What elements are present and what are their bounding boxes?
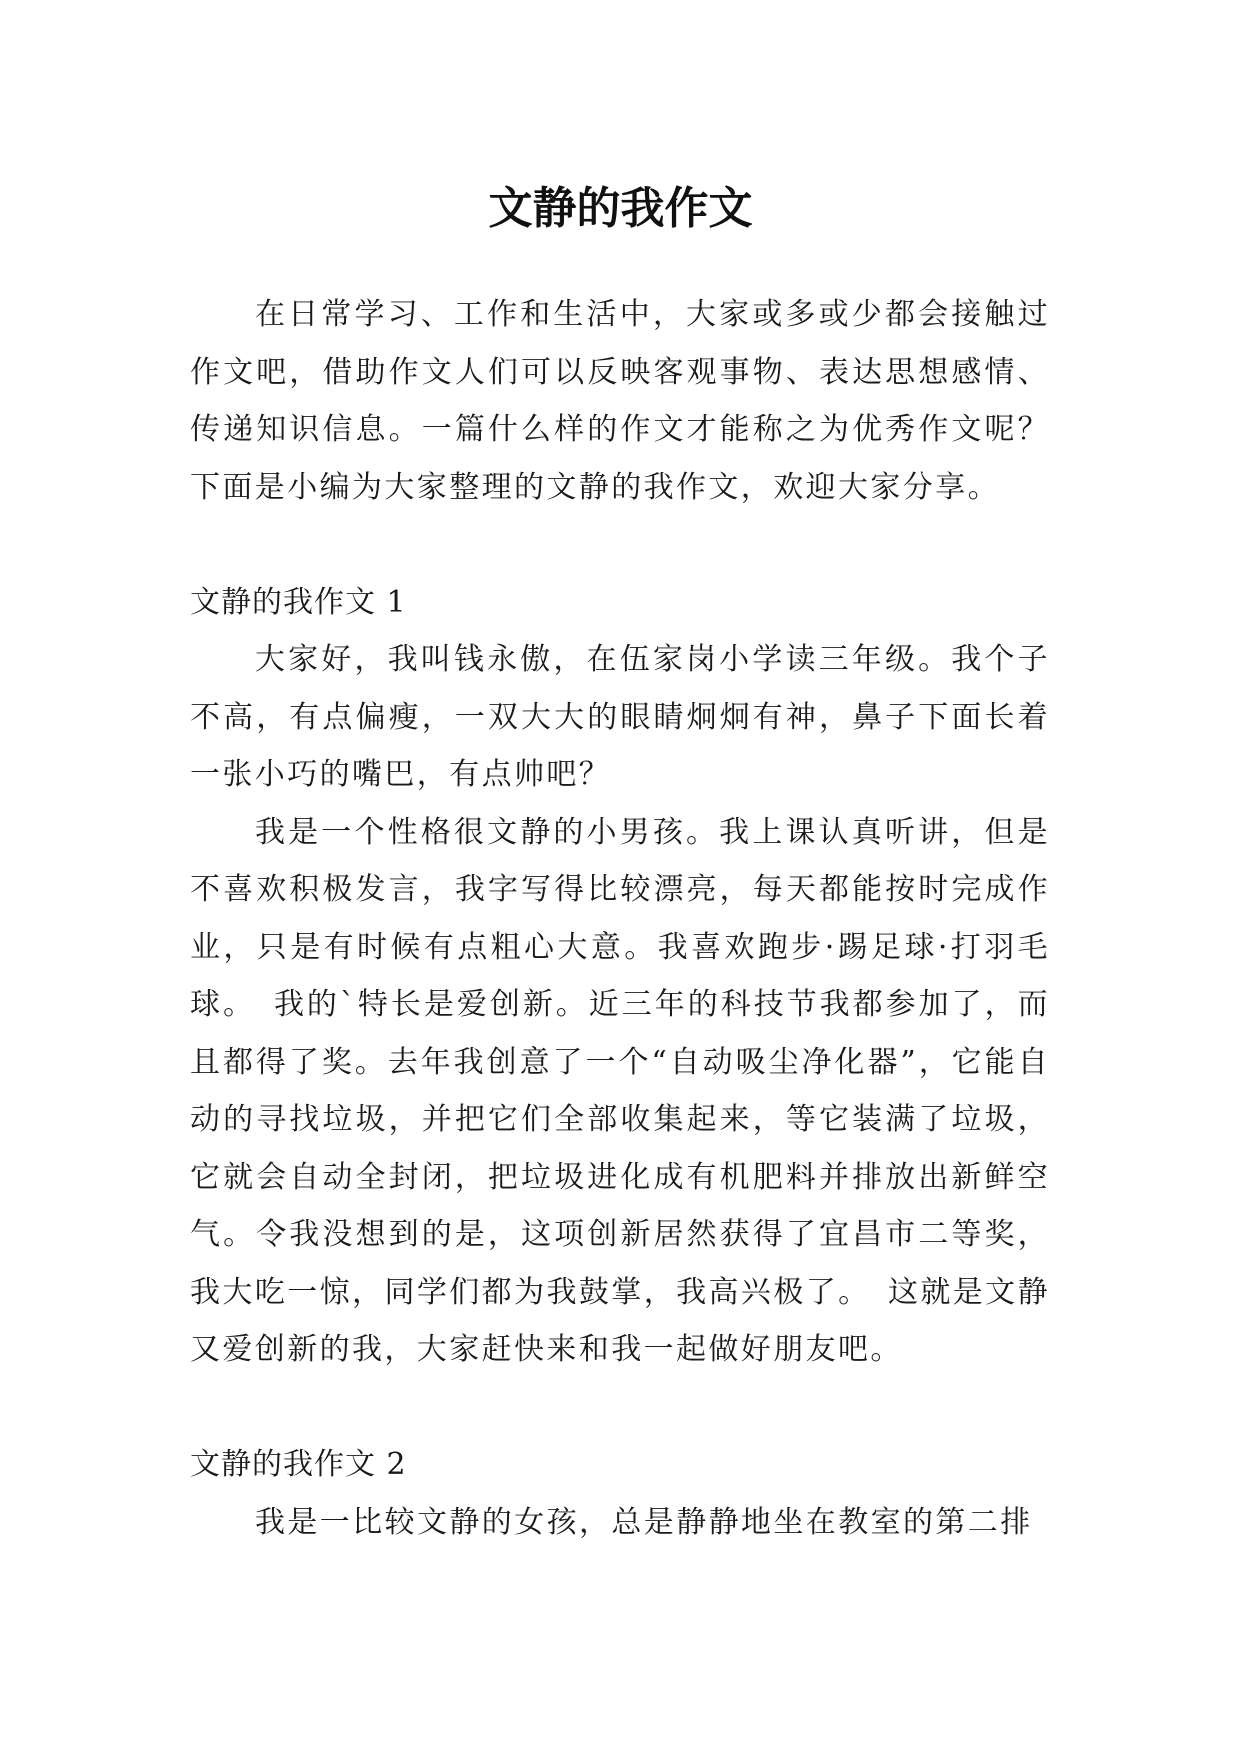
section-1-paragraph-2: 我是一个性格很文静的小男孩。我上课认真听讲，但是不喜欢积极发言，我字写得比较漂亮，每天都能按时完成作业，只是有时候有点粗心大意。我喜欢跑步·踢足球·打羽毛球。 我的`特长是爱创新。近三年的科技节我都参加了，而且都得了奖。去年我创意了一个“自动吸尘净化器”，它能自动的寻找垃圾，并把它们全部收集起来，等它装满了垃圾，它就会自动全封闭，把垃圾进化成有机肥料并排放出新鲜空气。令我没想到的是，这项创新居然获得了宜昌市二等奖，我大吃一惊，同学们都为我鼓掌，我高兴极了。 这就是文静又爱创新的我，大家赶快来和我一起做好朋友吧。 — [190, 814, 1050, 1367]
document-title: 文静的我作文 — [488, 183, 753, 235]
intro-paragraph: 在日常学习、工作和生活中，大家或多或少都会接触过作文吧，借助作文人们可以反映客观事物、表达思想感情、传递知识信息。一篇什么样的作文才能称之为优秀作文呢？下面是小编为大家整理的文静的我作文，欢迎大家分享。 — [190, 297, 1050, 505]
section-2-paragraph-1: 我是一比较文静的女孩，总是静静地坐在教室的第二排 — [255, 1504, 1033, 1540]
section-heading-2: 文静的我作文 2 — [190, 1447, 407, 1482]
document-body — [190, 286, 1050, 1551]
section-heading-1: 文静的我作文 1 — [190, 584, 407, 620]
section-spacer — [190, 1379, 1050, 1437]
section-spacer — [190, 516, 1050, 574]
section-1-paragraph-1: 大家好，我叫钱永傲，在伍家岗小学读三年级。我个子不高，有点偏瘦，一双大大的眼睛炯炯有神，鼻子下面长着一张小巧的嘴巴，有点帅吧？ — [190, 642, 1050, 792]
